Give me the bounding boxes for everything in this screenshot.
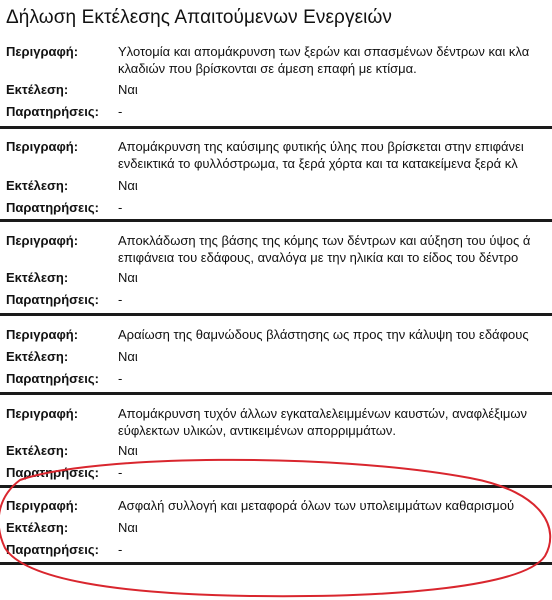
description-value (118, 405, 527, 439)
action-block-5 (0, 392, 552, 490)
description-line: Ασφαλή συλλογή και μεταφορά όλων των υπολειμμάτων καθαρισμού (118, 498, 515, 513)
execution-value: Ναι (118, 270, 138, 285)
description-value (118, 232, 530, 266)
execution-label: Εκτέλεση: (6, 82, 69, 97)
remarks-label: Παρατηρήσεις: (6, 200, 99, 215)
execution-value: Ναι (118, 520, 138, 535)
action-block-4 (0, 313, 552, 396)
execution-label: Εκτέλεση: (6, 349, 69, 364)
description-label: Περιγραφή: (6, 139, 79, 154)
remarks-value: - (118, 371, 123, 386)
execution-value: Ναι (118, 82, 138, 97)
remarks-value: - (118, 542, 123, 557)
bottom-divider (0, 562, 552, 565)
description-line: Απομάκρυνση τυχόν άλλων εγκαταλελειμμένων καυστών, αναφλέξιμων (118, 406, 528, 421)
description-line: Αποκλάδωση της βάσης της κόμης των δέντρων και αύξηση του ύψος ά (118, 233, 531, 248)
execution-label: Εκτέλεση: (6, 270, 69, 285)
remarks-label: Παρατηρήσεις: (6, 292, 99, 307)
description-label: Περιγραφή: (6, 327, 79, 342)
execution-value: Ναι (118, 178, 138, 193)
action-block-6 (0, 485, 552, 565)
description-line: ενδεικτικά το φυλλόστρωμα, τα ξερά χόρτα και τα κατακείμενα ξερά κλ (118, 156, 518, 171)
description-value (118, 138, 524, 172)
execution-value: Ναι (118, 443, 138, 458)
execution-label: Εκτέλεση: (6, 443, 69, 458)
description-line: κλαδιών που βρίσκονται σε άμεση επαφή με κτίσμα. (118, 61, 417, 76)
execution-label: Εκτέλεση: (6, 178, 69, 193)
description-line: Απομάκρυνση της καύσιμης φυτικής ύλης που βρίσκεται στην επιφάνει (118, 139, 524, 154)
remarks-value: - (118, 292, 123, 307)
action-block-2 (0, 126, 552, 223)
description-value (118, 326, 529, 343)
page-title: Δήλωση Εκτέλεσης Απαιτούμενων Ενεργειών (6, 7, 392, 28)
remarks-label: Παρατηρήσεις: (6, 465, 99, 480)
description-line: Αραίωση της θαμνώδους βλάστησης ως προς την κάλυψη του εδάφους (118, 327, 529, 342)
execution-label: Εκτέλεση: (6, 520, 69, 535)
description-label: Περιγραφή: (6, 498, 79, 513)
remarks-label: Παρατηρήσεις: (6, 542, 99, 557)
remarks-label: Παρατηρήσεις: (6, 104, 99, 119)
remarks-value: - (118, 200, 123, 215)
action-block-3 (0, 219, 552, 318)
remarks-label: Παρατηρήσεις: (6, 371, 99, 386)
description-line: επιφάνεια του εδάφους, αναλόγα με την ηλικία και το είδος του δέντρο (118, 250, 519, 265)
description-value (118, 497, 514, 514)
description-value (118, 43, 529, 77)
remarks-value: - (118, 465, 123, 480)
description-line: Υλοτομία και απομάκρυνση των ξερών και σπασμένων δέντρων και κλα (118, 44, 530, 59)
description-line: εύφλεκτων υλικών, αντικειμένων απορριμμάτων. (118, 423, 396, 438)
execution-value: Ναι (118, 349, 138, 364)
description-label: Περιγραφή: (6, 406, 79, 421)
remarks-value: - (118, 104, 123, 119)
description-label: Περιγραφή: (6, 233, 79, 248)
action-block-1 (0, 34, 552, 128)
description-label: Περιγραφή: (6, 44, 79, 59)
